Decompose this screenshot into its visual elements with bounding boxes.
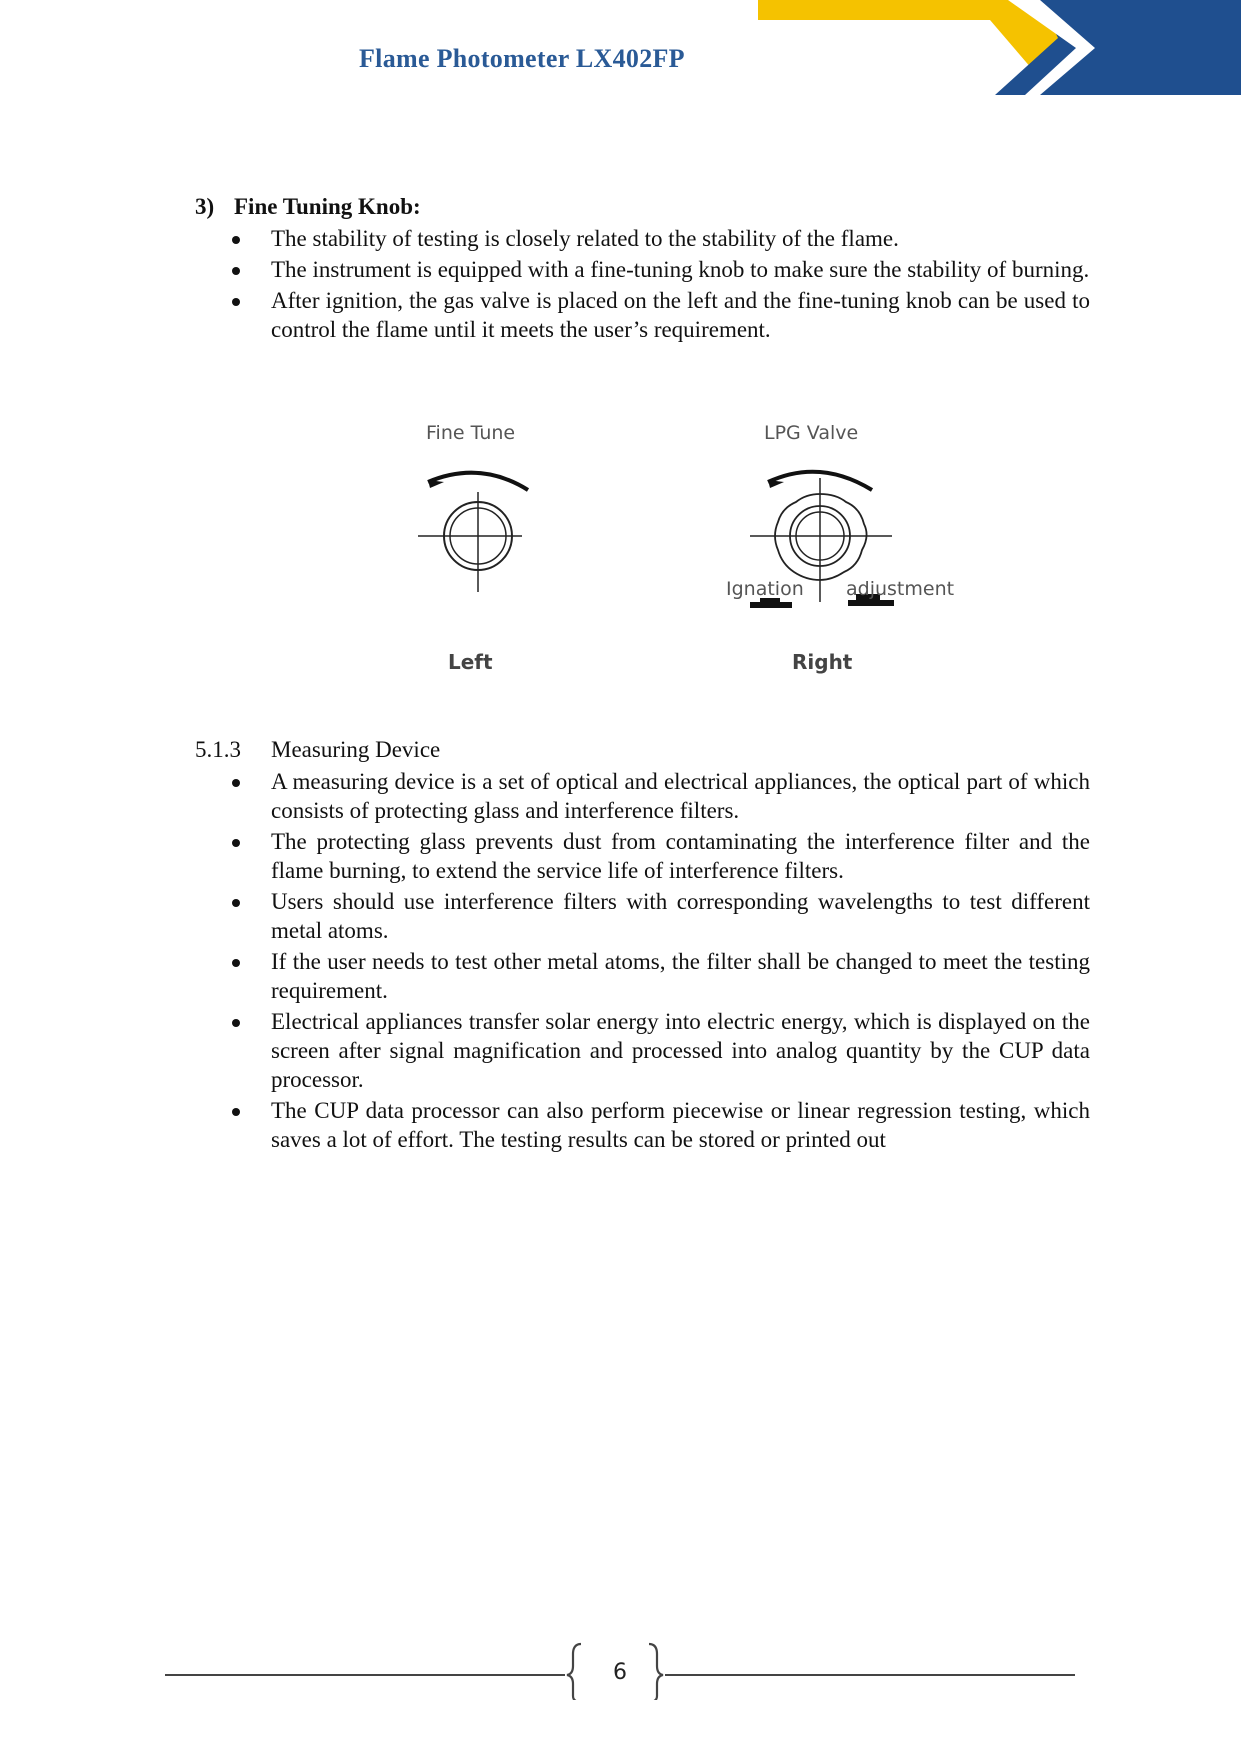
knob-diagram [400,410,970,750]
list-item: The stability of testing is closely related to the stability of the flame. [195,224,1090,253]
knobs-drawing [400,450,970,630]
bullet-icon [232,236,240,244]
left-caption: Left [448,650,493,674]
bullet-icon [232,779,240,787]
list-item: A measuring device is a set of optical and electrical appliances, the optical part of which consists of protecting glass and interference filters. [195,767,1090,825]
bullet-icon [232,839,240,847]
list-item: The protecting glass prevents dust from contaminating the interference filter and the flame burning, to extend the service life of interference filters. [195,827,1090,885]
list-item: If the user needs to test other metal atoms, the filter shall be changed to meet the testing requirement. [195,947,1090,1005]
list-item: Users should use interference filters with corresponding wavelengths to test different metal atoms. [195,887,1090,945]
page-number: 6 [613,1660,627,1685]
lpg-valve-label: LPG Valve [764,422,859,444]
list-item: The CUP data processor can also perform piecewise or linear regression testing, which saves a lot of effort. The testing results can be stored or printed out [195,1096,1090,1154]
subsection-number: 5.1.3 [195,737,241,762]
ignition-label: Ignation [726,578,804,600]
bullet-icon [232,899,240,907]
header-banner-graphic [740,0,1241,100]
bullet-icon [232,959,240,967]
section-title: Fine Tuning Knob: [234,194,421,219]
subsection-title: Measuring Device [271,737,441,762]
section-number: 3) [195,194,215,219]
measuring-device-bullet-list [195,767,1090,1154]
list-item: The instrument is equipped with a fine-tuning knob to make sure the stability of burning. [195,255,1090,284]
list-item: Electrical appliances transfer solar energy into electric energy, which is displayed on the screen after signal magnification and processed into analog quantity by the CUP data processor. [195,1007,1090,1094]
fine-tune-knob-icon [418,473,528,592]
fine-tuning-bullet-list [195,224,1090,344]
section-heading [195,192,1090,221]
bullet-icon [232,1019,240,1027]
page-footer [165,1640,1075,1700]
bullet-icon [232,298,240,306]
footer-bracket-right-icon [645,1640,665,1700]
bullet-icon [232,1108,240,1116]
footer-rule-right [665,1674,1075,1676]
adjustment-label: adjustment [846,578,955,600]
right-caption: Right [792,650,853,674]
list-item: After ignition, the gas valve is placed on the left and the fine-tuning knob can be used to control the flame until it meets the user’s requirement. [195,286,1090,344]
bullet-icon [232,267,240,275]
header-title: Flame Photometer LX402FP [359,44,685,73]
fine-tune-label: Fine Tune [426,422,516,444]
